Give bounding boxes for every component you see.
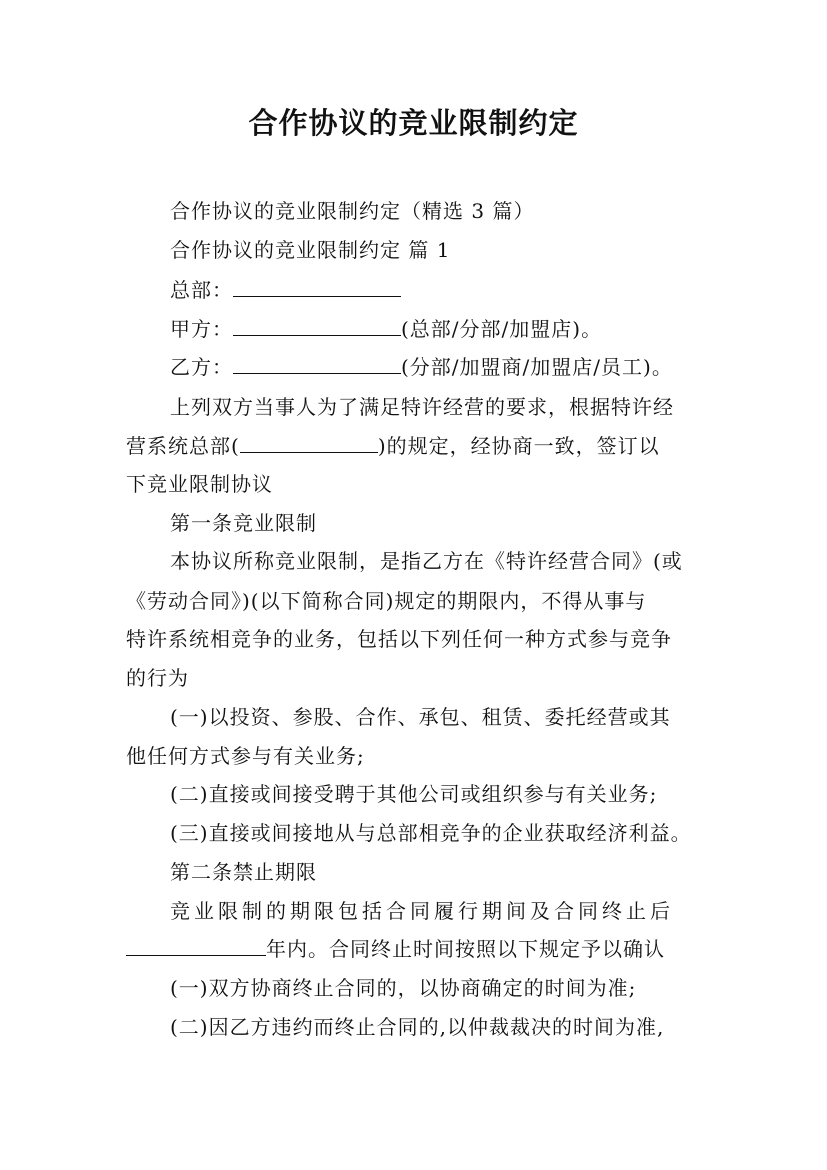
list-item: (一)双方协商终止合同的，以协商确定的时间为准; [170,976,637,1000]
document-title: 合作协议的竞业限制约定 [248,106,579,140]
headquarters-blank [233,276,401,297]
paragraph-text: 年内。合同终止时间按照以下规定予以确认 [266,937,665,961]
party-a-note: (总部/分部/加盟店)。 [401,317,603,341]
paragraph-line: 上列双方当事人为了满足特许经营的要求，根据特许经 [170,395,674,419]
party-a-label: 甲方： [170,317,233,341]
list-item: (一)以投资、参股、合作、承包、租赁、委托经营或其 [170,705,671,729]
party-b-line [170,352,760,382]
party-a-line [170,314,760,344]
rule-blank [240,432,378,453]
paragraph-line: 《劳动合同》)(以下简称合同)规定的期限内，不得从事与 [126,589,647,613]
paragraph-line: 本协议所称竞业限制，是指乙方在《特许经营合同》(或 [170,549,683,573]
party-a-blank [233,315,401,336]
paragraph-line [126,934,716,964]
article-heading: 合作协议的竞业限制约定 篇 1 [170,238,451,262]
paragraph-text: 营系统总部( [126,434,240,458]
party-b-label: 乙方： [170,355,233,379]
section-heading: 第二条禁止期限 [170,860,317,884]
headquarters-label: 总部： [170,278,233,302]
paragraph-line: 的行为 [126,666,189,690]
list-item-continuation: 他任何方式参与有关业务; [126,744,365,768]
years-blank [126,935,266,956]
paragraph-line [126,431,716,461]
list-item: (三)直接或间接地从与总部相竞争的企业获取经济利益。 [170,821,692,845]
paragraph-line: 下竞业限制协议 [126,472,273,496]
paragraph-line: 竞业限制的期限包括合同履行期间及合同终止后 [170,899,674,923]
party-b-blank [233,353,401,374]
paragraph-line: 特许系统相竞争的业务，包括以下列任何一种方式参与竞争 [126,627,672,651]
subtitle-line: 合作协议的竞业限制约定（精选 3 篇） [170,199,535,223]
list-item: (二)直接或间接受聘于其他公司或组织参与有关业务; [170,782,658,806]
list-item: (二)因乙方违约而终止合同的,以仲裁裁决的时间为准, [170,1015,665,1039]
headquarters-line [170,275,760,305]
paragraph-text: )的规定，经协商一致，签订以 [377,434,660,458]
section-heading: 第一条竞业限制 [170,511,317,535]
party-b-note: (分部/加盟商/加盟店/员工)。 [401,355,673,379]
